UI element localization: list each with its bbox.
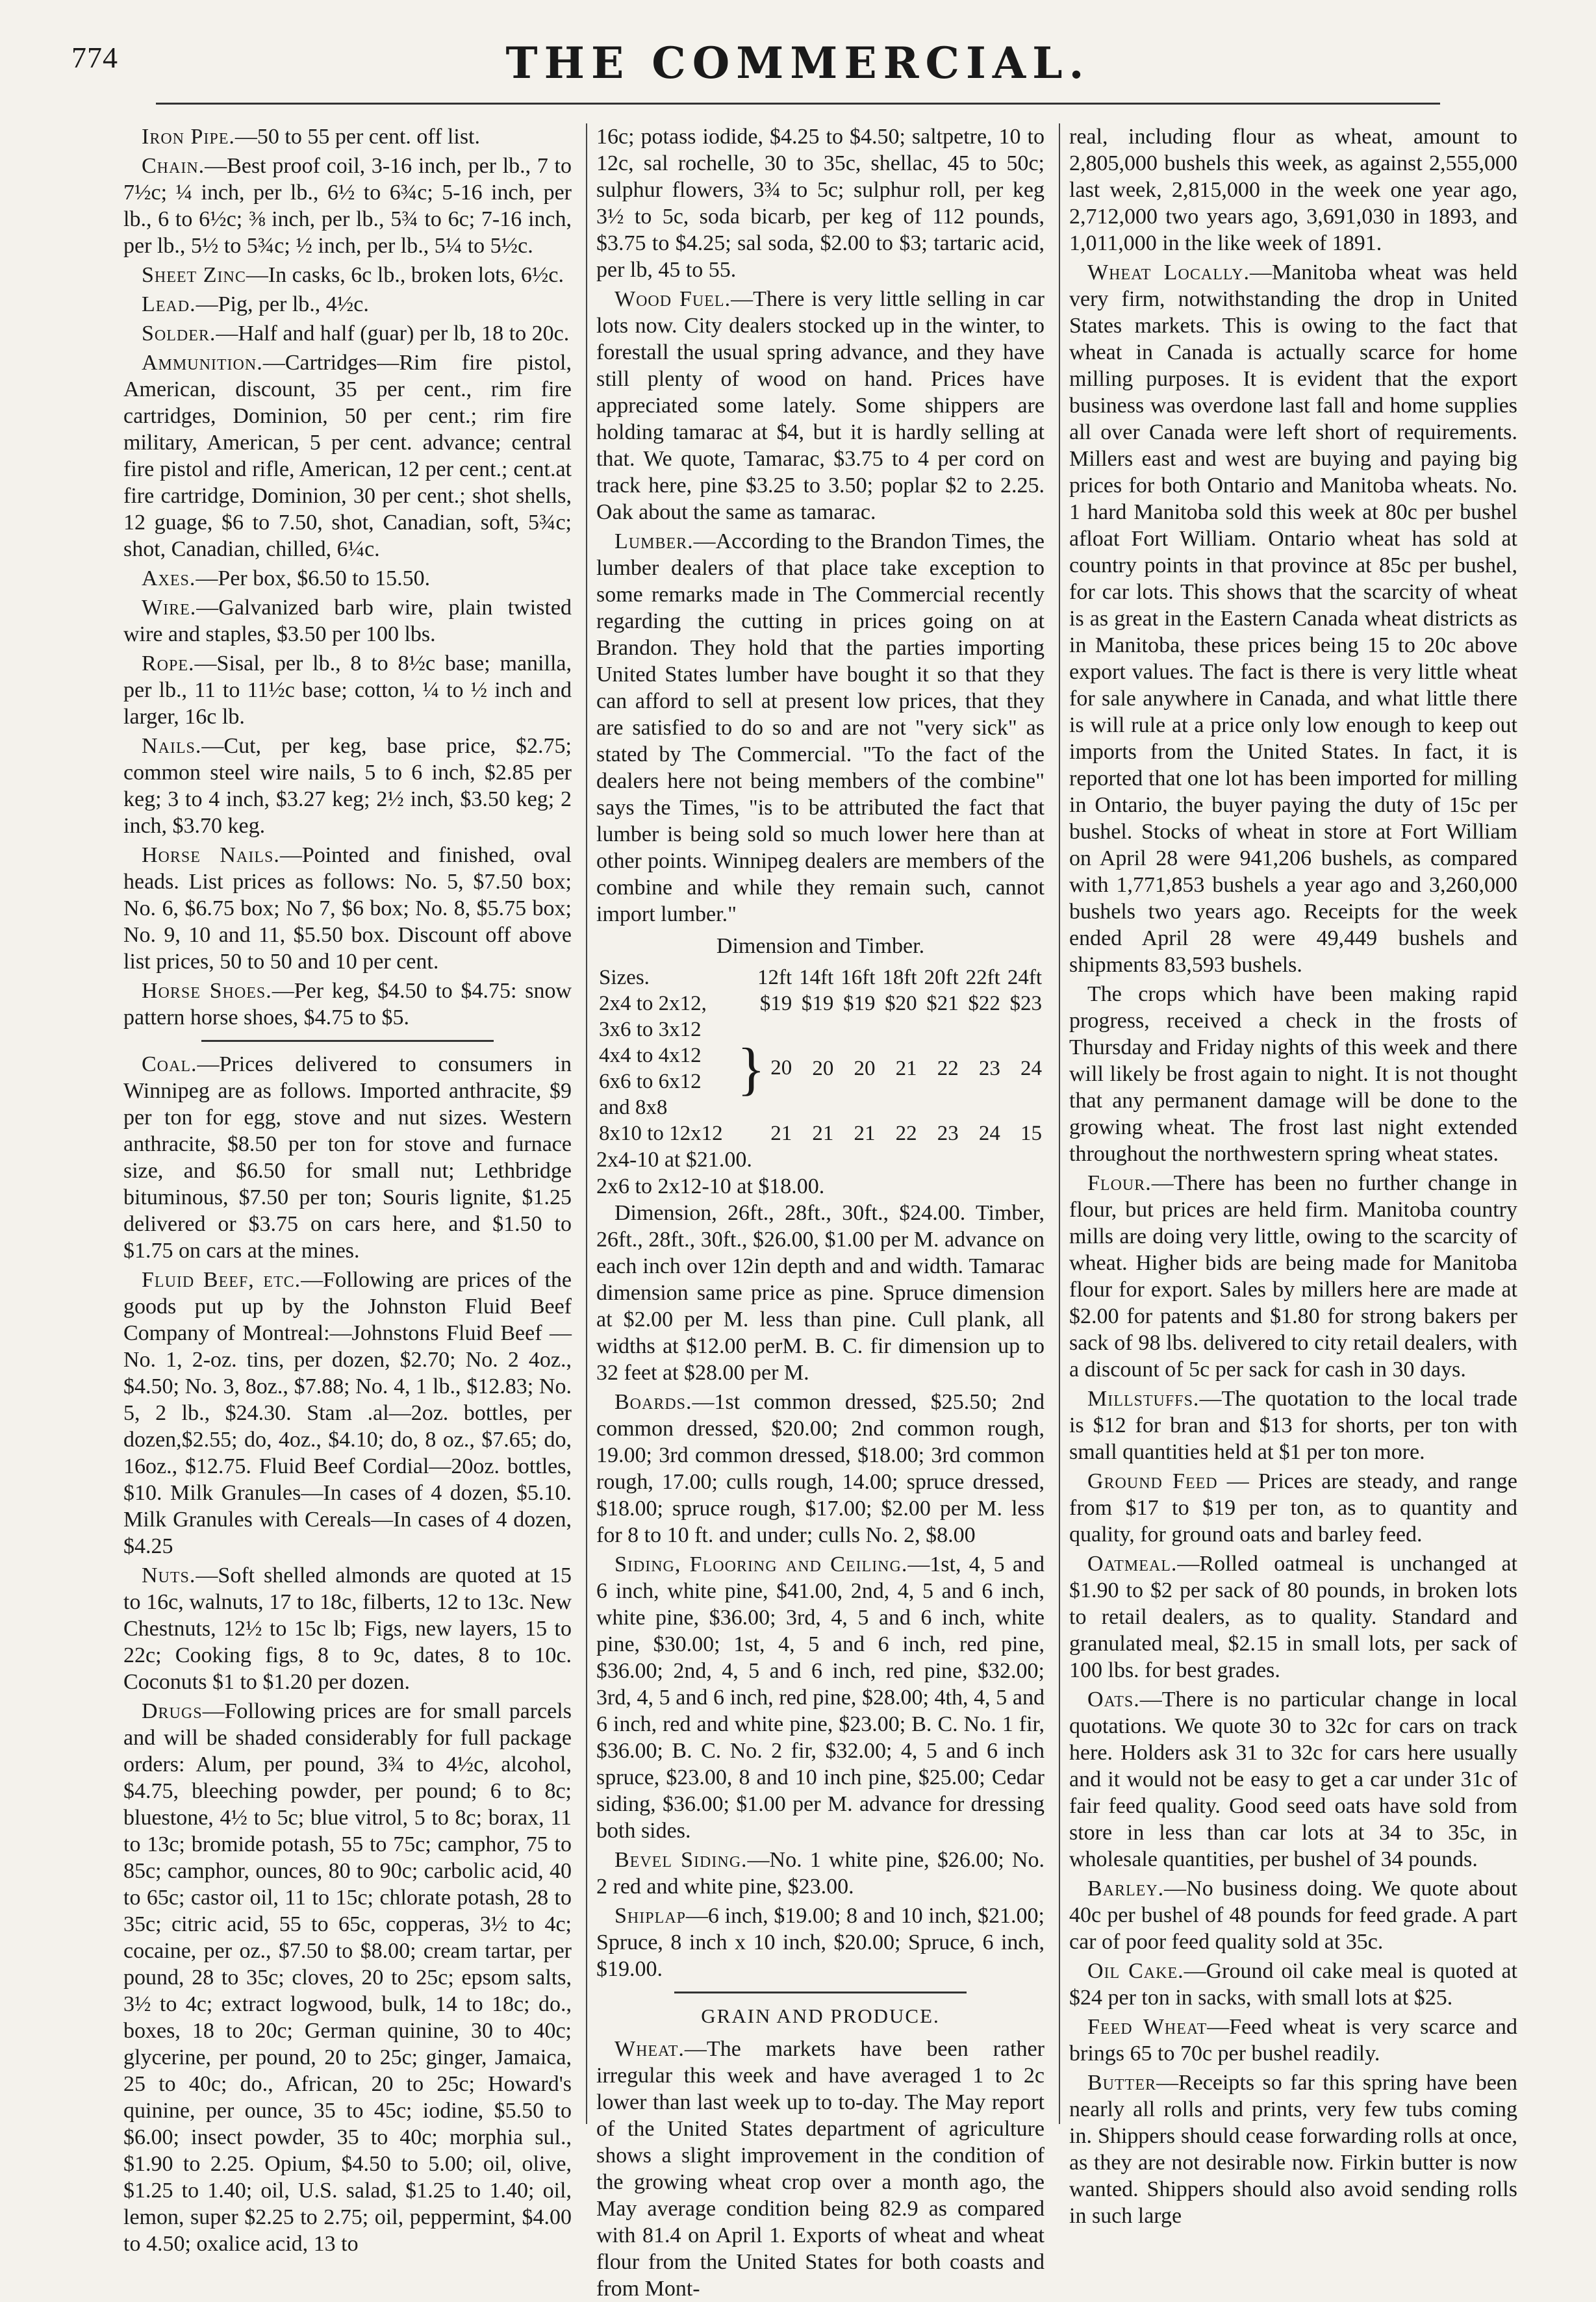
article-paragraph (1069, 259, 1517, 978)
article-paragraph (596, 2036, 1045, 2302)
timber-cell: 18ft (882, 966, 917, 989)
page-header (0, 0, 1596, 97)
paragraph-text: —Best proof coil, 3-16 inch, per lb., 7 to 7½c; ¼ inch, per lb., 6½ to 6¾c; 5-16 inch, per lb., 6 to 6½c; ⅜ inch, per lb., 5¾ to 6c; 7-16 inch, per lb., 5½ to 5¾c; ½ inch, per lb., 5¼ to 5½c. (123, 154, 572, 258)
article-paragraph (123, 1698, 572, 2257)
timber-cell: 20ft (924, 966, 959, 989)
article-paragraph (123, 262, 572, 288)
paragraph-text: —No. 1 white pine, $26.00; No. 2 red and white pine, $23.00. (596, 1848, 1045, 1899)
timber-group-row (596, 1017, 1045, 1120)
column-1 (123, 123, 572, 2256)
paragraph-text: —Cartridges—Rim fire pistol, American, discount, 35 per cent., rim fire cartridges, Dominion, 50 per cent.; rim fire military, American, 5 per cent. advance; central fire pistol and rifle, American, 12 per cent.; cent.at fire cartridge, Dominion, 30 per cent.; shot shells, 12 guage, $6 to 7.50, shot, Canadian, soft, 5¾c; shot, Canadian, chilled, 6¼c. (123, 351, 572, 561)
paragraph-text: —There has been no further change in flour, but prices are held firm. Manitoba country mills are doing very little, owing to the scarcity of wheat. Higher bids are being made for Manitoba flour for export. Sales by millers here are made at $2.00 for patents and $1.80 for strong bakers per sack of 98 lbs. delivered to city retail dealers, with a discount of 5c per sack for cash in 30 days. (1069, 1171, 1517, 1382)
article-paragraph (1069, 1468, 1517, 1548)
paragraph-lead: Solder. (142, 322, 216, 346)
paragraph-text: real, including flour as wheat, amount to 2,805,000 bushels this week, as against 2,555,000 last week, 2,815,000 in the week one year ago, 2,712,000 two years ago, 3,691,030 in 1893, and 1,011,000 in the like week of 1891. (1069, 125, 1517, 255)
timber-cell: 23 (978, 1057, 1000, 1080)
paragraph-lead: Rope. (142, 651, 195, 676)
timber-cell: $21 (926, 992, 959, 1015)
timber-cell: 21 (770, 1122, 792, 1145)
timber-group-labels (596, 1017, 731, 1120)
paragraph-text: —1st, 4, 5 and 6 inch, white pine, $41.00, 2nd, 4, 5 and 6 inch, white pine, $36.00; 3rd, 4, 5 and 6 inch, white pine, $30.00; 1st, 4, 5 and 6 inch, red pine, $36.00; 2nd, 4, 5 and 6 inch, red pine, $32.00; 3rd, 4, 5 and 6 inch, red pine, $28.00; 4th, 4, 5 and 6 inch, red and white pine, $23.00; B. C. No. 1 fir, $36.00; B. C. No. 2 fir, $32.00; 4, 5 and 6 inch spruce, $23.00, 8 and 10 inch pine, $25.00; Cedar siding, $36.00; $1.00 per M. advance for dressing both sides. (596, 1552, 1045, 1843)
paragraph-text: The crops which have been making rapid progress, received a check in the frosts of Thursday and Friday nights of this week and there will likely be frost again to night. It is not thought that any permanent damage will be done to the growing wheat. The frost last night extended throughout the northwestern spring wheat states. (1069, 982, 1517, 1166)
column-divider-2 (1059, 123, 1060, 2124)
section-rule (674, 1992, 967, 1993)
article-paragraph (1069, 123, 1517, 257)
paragraph-lead: Drugs (142, 1699, 203, 1723)
paragraph-text: —In casks, 6c lb., broken lots, 6½c. (246, 263, 564, 287)
paragraph-lead: Iron Pipe. (142, 125, 235, 149)
article-paragraph (1069, 1385, 1517, 1465)
paragraph-text: —The markets have been rather irregular this week and have averaged 1 to 2c lower than last week up to to-day. The May report of the United States department of agriculture shows a slight improvement in the condition of the growing wheat crop over a month ago, the May average condition being 82.9 as compared with 81.4 on April 1. Exports of wheat and wheat flour from the United States for both coasts and from Mont- (596, 2037, 1045, 2301)
paragraph-lead: Bevel Siding. (614, 1848, 748, 1872)
masthead-title: THE COMMERCIAL. (505, 38, 1091, 88)
article-paragraph (596, 1847, 1045, 1900)
paragraph-lead: Boards. (614, 1390, 692, 1414)
paragraph-lead: Oatmeal. (1087, 1552, 1178, 1576)
paragraph-text: —Following prices are for small parcels and will be shaded considerably for full package orders: Alum, per pound, 3¾ to 4½c, alcohol, $4.75, bleeching powder, per pound; 6 to 8c; bluestone, 4½ to 5c; blue vitrol, 5 to 8c; borax, 11 to 13c; bromide potash, 55 to 75c; camphor, 75 to 85c; camphor, ounces, 80 to 90c; carbolic acid, 40 to 65c; castor oil, 11 to 15c; chlorate potash, 28 to 35c; citric acid, 55 to 65c, copperas, 3½ to 4c; cocaine, per oz., $7.50 to $8.00; cream tartar, per pound, 28 to 35c; cloves, 20 to 25c; epsom salts, 3½ to 4c; extract logwood, bulk, 14 to 18c; do., boxes, 18 to 20c; German quinine, 30 to 40c; glycerine, per pound, 20 to 25c; ginger, Jamaica, 25 to 40c; do., African, 20 to 25c; Howard's quinine, per ounce, 35 to 45c; iodine, $5.50 to $6.00; insect powder, 35 to 40c; morphia sul., $1.90 to 2.25. Opium, $4.50 to 5.00; oil, olive, $1.25 to 1.40; oil, U.S. salad, $1.25 to 1.40; oil, lemon, super $2.25 to 2.75; oil, peppermint, $4.00 to 4.50; oxalice acid, 13 to (123, 1699, 572, 2256)
paragraph-text: — Prices are steady, and range from $17 to $19 per ton, as to quantity and quality, for ground oats and barley feed. (1069, 1469, 1517, 1547)
paragraph-lead: Horse Shoes. (142, 979, 272, 1003)
paragraph-text: —According to the Brandon Times, the lumber dealers of that place take exception to some remarks made in The Commercial recently regarding the cutting in prices going on at Brandon. They hold that the parties importing United States lumber have bought it so that they can afford to sell at present low prices, that they are satisfied to do so and are not "very sick" as stated by The Commercial. "To the fact of the dealers here not being members of the combine" says the Times, "is to be attributed the fact that lumber is being sold so much lower here than at other points. Winnipeg dealers are members of the combine and while they remain such, cannot import lumber." (596, 529, 1045, 926)
article-paragraph (123, 565, 572, 592)
paragraph-lead: Lead. (142, 292, 196, 316)
timber-cell: $22 (968, 992, 1000, 1015)
timber-cell: 20 (770, 1056, 792, 1080)
article-paragraph (123, 291, 572, 318)
paragraph-lead: Horse Nails. (142, 843, 280, 867)
article-paragraph (596, 528, 1045, 928)
paragraph-lead: Millstuffs. (1087, 1387, 1200, 1411)
timber-cell: 22 (937, 1057, 959, 1080)
timber-row (596, 991, 1045, 1017)
column-2-upper (596, 123, 1045, 928)
timber-cell: 22 (895, 1122, 917, 1145)
page-number: 774 (71, 41, 118, 74)
timber-cell: 2x4 to 2x12, (599, 992, 707, 1015)
timber-cell: 24 (978, 1122, 1000, 1145)
timber-table-heading: Dimension and Timber. (716, 934, 925, 958)
article-paragraph (123, 594, 572, 648)
column-2 (596, 123, 1045, 2301)
paragraph-lead: Nails. (142, 734, 202, 758)
article-paragraph (1069, 2069, 1517, 2229)
timber-cell: 23 (937, 1122, 959, 1145)
article-paragraph (1069, 1550, 1517, 1684)
paragraph-text: —Sisal, per lb., 8 to 8½c base; manilla, per lb., 11 to 11½c base; cotton, ¼ to ½ inch and larger, 16c lb. (123, 651, 572, 729)
paragraph-lead: Chain. (142, 154, 205, 178)
section-heading: GRAIN AND PRODUCE. (701, 2005, 940, 2027)
paragraph-lead: Wire. (142, 596, 197, 620)
article-paragraph (123, 349, 572, 563)
column-divider-1 (586, 123, 587, 2124)
paragraph-lead: Shiplap (614, 1904, 686, 1928)
timber-cell: 14ft (799, 966, 834, 989)
paragraph-text: —Pointed and finished, oval heads. List prices as follows: No. 5, $7.50 box; No. 6, $6.75 box; No 7, $6 box; No. 8, $5.75 box; No. 9, 10 and 11, $5.50 box. Discount off above list prices, 50 to 50 and 10 per cent. (123, 843, 572, 974)
article-paragraph (1069, 1958, 1517, 2011)
paragraph-lead: Nuts. (142, 1563, 196, 1587)
timber-row (596, 1120, 1045, 1146)
article-paragraph (123, 1051, 572, 1264)
paragraph-text: —Per box, $6.50 to 15.50. (196, 566, 431, 590)
timber-note: 2x6 to 2x12-10 at $18.00. (596, 1174, 825, 1198)
timber-cell: 21 (854, 1122, 876, 1145)
paragraph-lead: Oats. (1087, 1688, 1140, 1712)
paragraph-text: Dimension, 26ft., 28ft., 30ft., $24.00. Timber, 26ft., 28ft., 30ft., $26.00, $1.00 per M. advance on each inch over 12in depth and and width. Tamarac dimension same price as pine. Spruce dimension at $2.00 per M. less than pine. Cull plank, all widths at $12.00 perM. B. C. fir dimension up to 32 feet at $28.00 per M. (596, 1201, 1045, 1385)
timber-cell: $19 (801, 992, 834, 1015)
paragraph-lead: Flour. (1087, 1171, 1152, 1195)
article-paragraph (123, 1267, 572, 1560)
timber-header-row (596, 965, 1045, 991)
timber-cell: $19 (759, 992, 792, 1015)
paragraph-text: 16c; potass iodide, $4.25 to $4.50; saltpetre, 10 to 12c, sal rochelle, 30 to 35c, shellac, 45 to 50c; sulphur flowers, 3¾ to 5c; sulphur roll, per keg 3½ to 5c, soda bicarb, per keg of 112 pounds, $3.75 to $4.25; sal soda, $2.00 to $3; tartaric acid, per lb, 45 to 55. (596, 125, 1045, 282)
article-paragraph (596, 286, 1045, 525)
paragraph-lead: Fluid Beef, etc. (142, 1268, 301, 1292)
paragraph-lead: Wood Fuel. (614, 287, 731, 311)
paragraph-text: —Galvanized barb wire, plain twisted wire and staples, $3.50 per 100 lbs. (123, 596, 572, 646)
timber-cell: 24 (1020, 1057, 1042, 1080)
paragraph-text: —Ground oil cake meal is quoted at $24 per ton in sacks, with small lots at $25. (1069, 1959, 1517, 2010)
timber-group-label: 4x4 to 4x12 (599, 1044, 702, 1067)
paragraph-lead: Coal. (142, 1052, 197, 1076)
article-paragraph (123, 842, 572, 975)
article-paragraph (123, 153, 572, 259)
timber-cell: 20 (812, 1057, 834, 1080)
paragraph-text: —Cut, per keg, base price, $2.75; common steel wire nails, 5 to 6 inch, $2.85 per keg; 3 to 4 inch, $3.27 keg; 2½ inch, $3.50 keg; 2 inch, $3.70 keg. (123, 734, 572, 838)
paragraph-text: —There is very little selling in car lots now. City dealers stocked up in the winter, to forestall the usual spring advance, and they have still plenty of wood on hand. Prices have appreciated some lately. Some shippers are holding tamarac at $4, but it is hardly selling at that. We quote, Tamarac, $3.75 to 4 per cord on track here, pine $3.25 to 3.50; poplar $2 to 2.25. Oak about the same as tamarac. (596, 287, 1045, 524)
timber-cell: $23 (1009, 992, 1042, 1015)
timber-cell: 15 (1020, 1122, 1042, 1145)
paragraph-lead: Axes. (142, 566, 196, 590)
paragraph-lead: Ammunition. (142, 351, 263, 375)
article-paragraph (123, 733, 572, 839)
paragraph-lead: Siding, Flooring and Ceiling. (614, 1552, 908, 1576)
paragraph-lead: Sheet Zinc (142, 263, 246, 287)
timber-cell: 8x10 to 12x12 (599, 1122, 723, 1145)
article-paragraph (123, 650, 572, 730)
article-paragraph (596, 1903, 1045, 1982)
paragraph-text: —Manitoba wheat was held very firm, notwithstanding the drop in United States markets. This is owing to the fact that wheat in Canada is actually scarce for home milling purposes. It is evident that the export business was overdone last fall and home supplies all over Canada were left short of requirements. Millers east and west are buying and paying big prices for both Ontario and Manitoba wheats. No. 1 hard Manitoba sold this week at 80c per bushel afloat Fort William. Ontario wheat has sold at country points in that province at 85c per bushel, for car lots. This shows that the scarcity of wheat is as great in the Eastern Canada wheat districts as in Manitoba, these prices being 15 to 20c above export values. The fact is there is very little wheat for sale anywhere in Canada, and what little there is will rule at a price only low enough to keep out imports from the United States. In fact, it is reported that one lot has been imported for milling in Ontario, the buyer paying the duty of 15c per bushel. Stocks of wheat in store at Fort William on April 28 were 941,206 bushels, as compared with 1,771,853 bushels a year ago and 3,260,000 bushels two years ago. Receipts for the week ended April 28 were 49,449 bushels and shipments 83,593 bushels. (1069, 260, 1517, 977)
paragraph-lead: Ground Feed (1087, 1469, 1218, 1493)
article-paragraph (596, 1200, 1045, 1386)
timber-cell: 21 (812, 1122, 834, 1145)
paragraph-text: —6 inch, $19.00; 8 and 10 inch, $21.00; Spruce, 8 inch x 10 inch, $20.00; Spruce, 6 inch, $19.00. (596, 1904, 1045, 1981)
timber-cell: $20 (885, 992, 917, 1015)
article-paragraph (123, 320, 572, 347)
article-paragraph (596, 1551, 1045, 1844)
paragraph-text: —1st common dressed, $25.50; 2nd common dressed, $20.00; 2nd common rough, 19.00; 3rd common dressed, $18.00; 3rd common rough, 17.00; culls rough, 14.00; spruce dressed, $18.00; spruce rough, $17.00; $2.00 per M. less for 8 to 10 ft. and under; culls No. 2, $8.00 (596, 1390, 1045, 1547)
paragraph-lead: Barley. (1087, 1877, 1165, 1901)
paragraph-text: —The quotation to the local trade is $12 for bran and $13 for shorts, per ton with small quantities held at $1 per ton more. (1069, 1387, 1517, 1464)
article-paragraph (1069, 981, 1517, 1167)
timber-cell: 22ft (965, 966, 1000, 989)
paragraph-lead: Feed Wheat (1087, 2015, 1208, 2039)
article-paragraph (1069, 1875, 1517, 1955)
timber-group-label: and 8x8 (599, 1096, 668, 1119)
paragraph-text: —There is no particular change in local quotations. We quote 30 to 32c for cars on track here. Holders ask 31 to 32c for cars here usually and it would not be easy to get a car under 31c of fair feed quality. Good seed oats have sold from store in less than car lots at 34 to 35c, in wholesale quantities, per bushel of 34 pounds. (1069, 1688, 1517, 1871)
paragraph-text: —Pig, per lb., 4½c. (196, 292, 369, 316)
paragraph-text: —Rolled oatmeal is unchanged at $1.90 to $2 per sack of 80 pounds, in broken lots to retail dealers, as to quality. Standard and granulated meal, $2.15 in small lots, per sack of 100 lbs. for best grades. (1069, 1552, 1517, 1682)
timber-price-table (596, 965, 1045, 1146)
timber-cell: 24ft (1007, 966, 1042, 989)
brace-glyph: } (737, 1037, 765, 1102)
timber-cell: 20 (854, 1057, 876, 1080)
timber-note: 2x4-10 at $21.00. (596, 1148, 752, 1172)
paragraph-lead: Butter (1087, 2071, 1156, 2095)
paragraph-lead: Wheat Locally. (1087, 260, 1250, 285)
paragraph-lead: Wheat. (614, 2037, 685, 2061)
article-paragraph (596, 1389, 1045, 1549)
column-2-lower (596, 1200, 1045, 2302)
section-rule (201, 1040, 494, 1042)
header-rule (156, 103, 1440, 105)
column-3 (1069, 123, 1517, 2228)
article-paragraph (123, 123, 572, 150)
paragraph-text: —Receipts so far this spring have been nearly all rolls and prints, very few tubs coming in. Shippers should cease forwarding rolls at once, as they are not desirable now. Firkin butter is now wanted. Shippers should also avoid sending rolls in such large (1069, 2071, 1517, 2228)
paragraph-text: —Per keg, $4.50 to $4.75: snow pattern horse shoes, $4.75 to $5. (123, 979, 572, 1030)
paragraph-lead: Lumber. (614, 529, 694, 553)
article-paragraph (123, 1562, 572, 1695)
paragraph-text: —Soft shelled almonds are quoted at 15 to 16c, walnuts, 17 to 18c, filberts, 12 to 13c. New Chestnuts, 12½ to 15c lb; Figs, new layers, 15 to 22c; Cooking figs, 8 to 9c, dates, 8 to 10c. Coconuts $1 to $1.20 per dozen. (123, 1563, 572, 1694)
article-paragraph (1069, 2014, 1517, 2067)
paragraph-text: —Half and half (guar) per lb, 18 to 20c. (216, 322, 570, 346)
paragraph-text: —No business doing. We quote about 40c per bushel of 48 pounds for feed grade. A part car of poor feed quality sold at 35c. (1069, 1877, 1517, 1954)
paragraph-lead: Oil Cake. (1087, 1959, 1184, 1983)
paragraph-text: —Prices delivered to consumers in Winnipeg are as follows. Imported anthracite, $9 per ton for egg, stove and nut sizes. Western anthracite, $8.50 per ton for stove and furnace size, and $6.50 for small nut; Lethbridge bituminous, $7.50 per ton; Souris lignite, $1.25 delivered or $3.75 on cars here, and $1.50 to $1.75 on cars at the mines. (123, 1052, 572, 1263)
paragraph-text: —50 to 55 per cent. off list. (234, 125, 480, 149)
timber-cell: 16ft (841, 966, 876, 989)
article-paragraph (123, 978, 572, 1031)
timber-cell: Sizes. (599, 966, 650, 989)
article-paragraph (1069, 1170, 1517, 1383)
article-paragraph (596, 123, 1045, 283)
paragraph-text: —Feed wheat is very scarce and brings 65 to 70c per bushel readily. (1069, 2015, 1517, 2066)
timber-cell: $19 (842, 992, 876, 1015)
article-paragraph (1069, 1686, 1517, 1873)
timber-cell: 12ft (757, 966, 792, 989)
paragraph-text: —Following are prices of the goods put up by the Johnston Fluid Beef Company of Montreal:—Johnstons Fluid Beef —No. 1, 2-oz. tins, per dozen, $2.70; No. 2 4oz., $4.50; No. 3, 8oz., $7.88; No. 4, 1 lb., $12.83; No. 5, 2 lb., $24.30. Stam .al—2oz. bottles, per dozen,$2.55; do, 4oz., $4.10; do, 8 oz., $7.65; do, 16oz., $12.75. Fluid Beef Cordial—20oz. bottles, $10. Milk Granules—In cases of 4 dozen, $5.10. Milk Granules with Cereals—In cases of 4 dozen, $4.25 (123, 1268, 572, 1558)
timber-group-label: 6x6 to 6x12 (599, 1070, 702, 1093)
timber-cell: 21 (895, 1057, 917, 1080)
timber-group-label: 3x6 to 3x12 (599, 1018, 702, 1041)
